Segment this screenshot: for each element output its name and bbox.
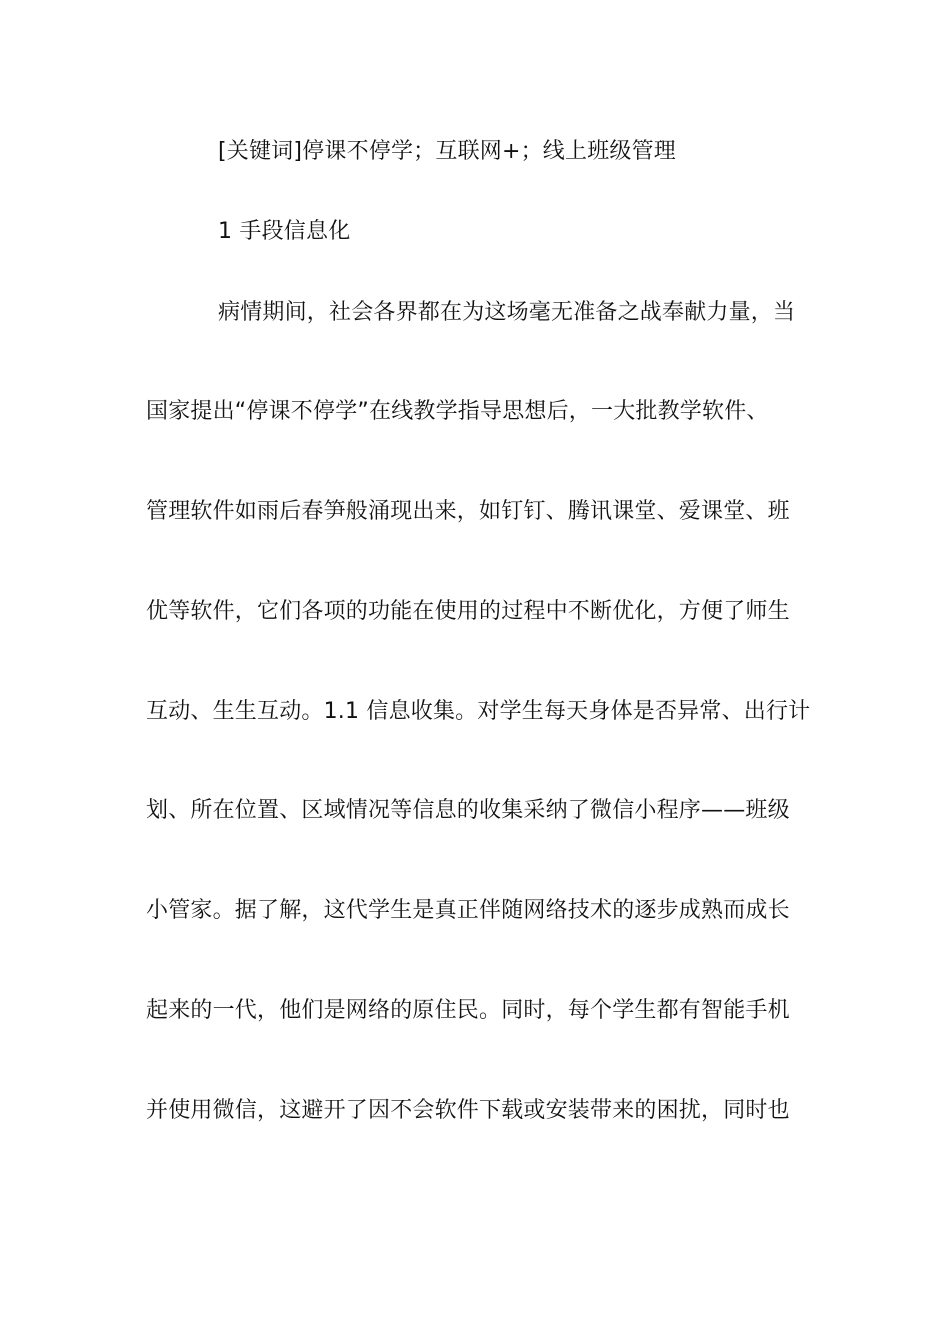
paragraph-line: 划、所在位置、区域情况等信息的收集采纳了微信小程序——班级 [146,798,790,823]
paragraph-line: 管理软件如雨后春笋般涌现出来，如钉钉、腾讯课堂、爱课堂、班 [146,499,790,524]
paragraph-line: 并使用微信，这避开了因不会软件下载或安装带来的困扰，同时也 [146,1098,790,1123]
paragraph-line: 小管家。据了解，这代学生是真正伴随网络技术的逐步成熟而成长 [146,898,790,923]
paragraph-line: 优等软件，它们各项的功能在使用的过程中不断优化，方便了师生 [146,599,790,624]
paragraph-line: 互动、生生互动。1.1 信息收集。对学生每天身体是否异常、出行计 [146,699,811,724]
paragraph-line: 病情期间，社会各界都在为这场毫无准备之战奉献力量，当 [218,300,796,325]
keywords-line: [关键词]停课不停学；互联网+；线上班级管理 [218,139,677,164]
paragraph-line: 起来的一代，他们是网络的原住民。同时，每个学生都有智能手机 [146,998,790,1023]
section-heading: 1 手段信息化 [218,219,351,244]
paragraph-line: 国家提出“停课不停学”在线教学指导思想后，一大批教学软件、 [146,399,769,424]
